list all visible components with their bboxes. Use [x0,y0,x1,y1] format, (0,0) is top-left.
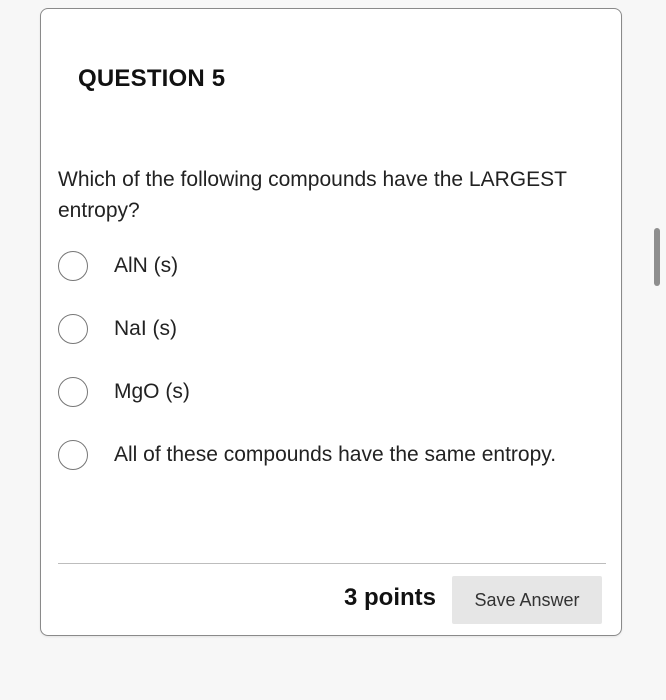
option-label: AlN (s) [114,254,179,277]
question-title: QUESTION 5 [78,65,226,92]
option-label: All of these compounds have the same entropy. [114,443,557,466]
question-card [40,8,622,636]
scrollbar-thumb[interactable] [654,228,660,286]
points-label: 3 points [344,584,437,611]
answer-option-2[interactable] [58,312,603,346]
answer-option-4[interactable] [58,438,603,472]
save-answer-button[interactable]: Save Answer [452,576,602,624]
radio-button[interactable] [58,377,88,407]
answer-option-3[interactable] [58,375,603,409]
option-label: MgO (s) [114,380,190,403]
divider [58,563,606,564]
option-label: NaI (s) [114,317,177,340]
question-text: Which of the following compounds have the LARGEST entropy? [58,168,567,222]
radio-button[interactable] [58,251,88,281]
answer-option-1[interactable] [58,249,603,283]
radio-button[interactable] [58,440,88,470]
radio-button[interactable] [58,314,88,344]
